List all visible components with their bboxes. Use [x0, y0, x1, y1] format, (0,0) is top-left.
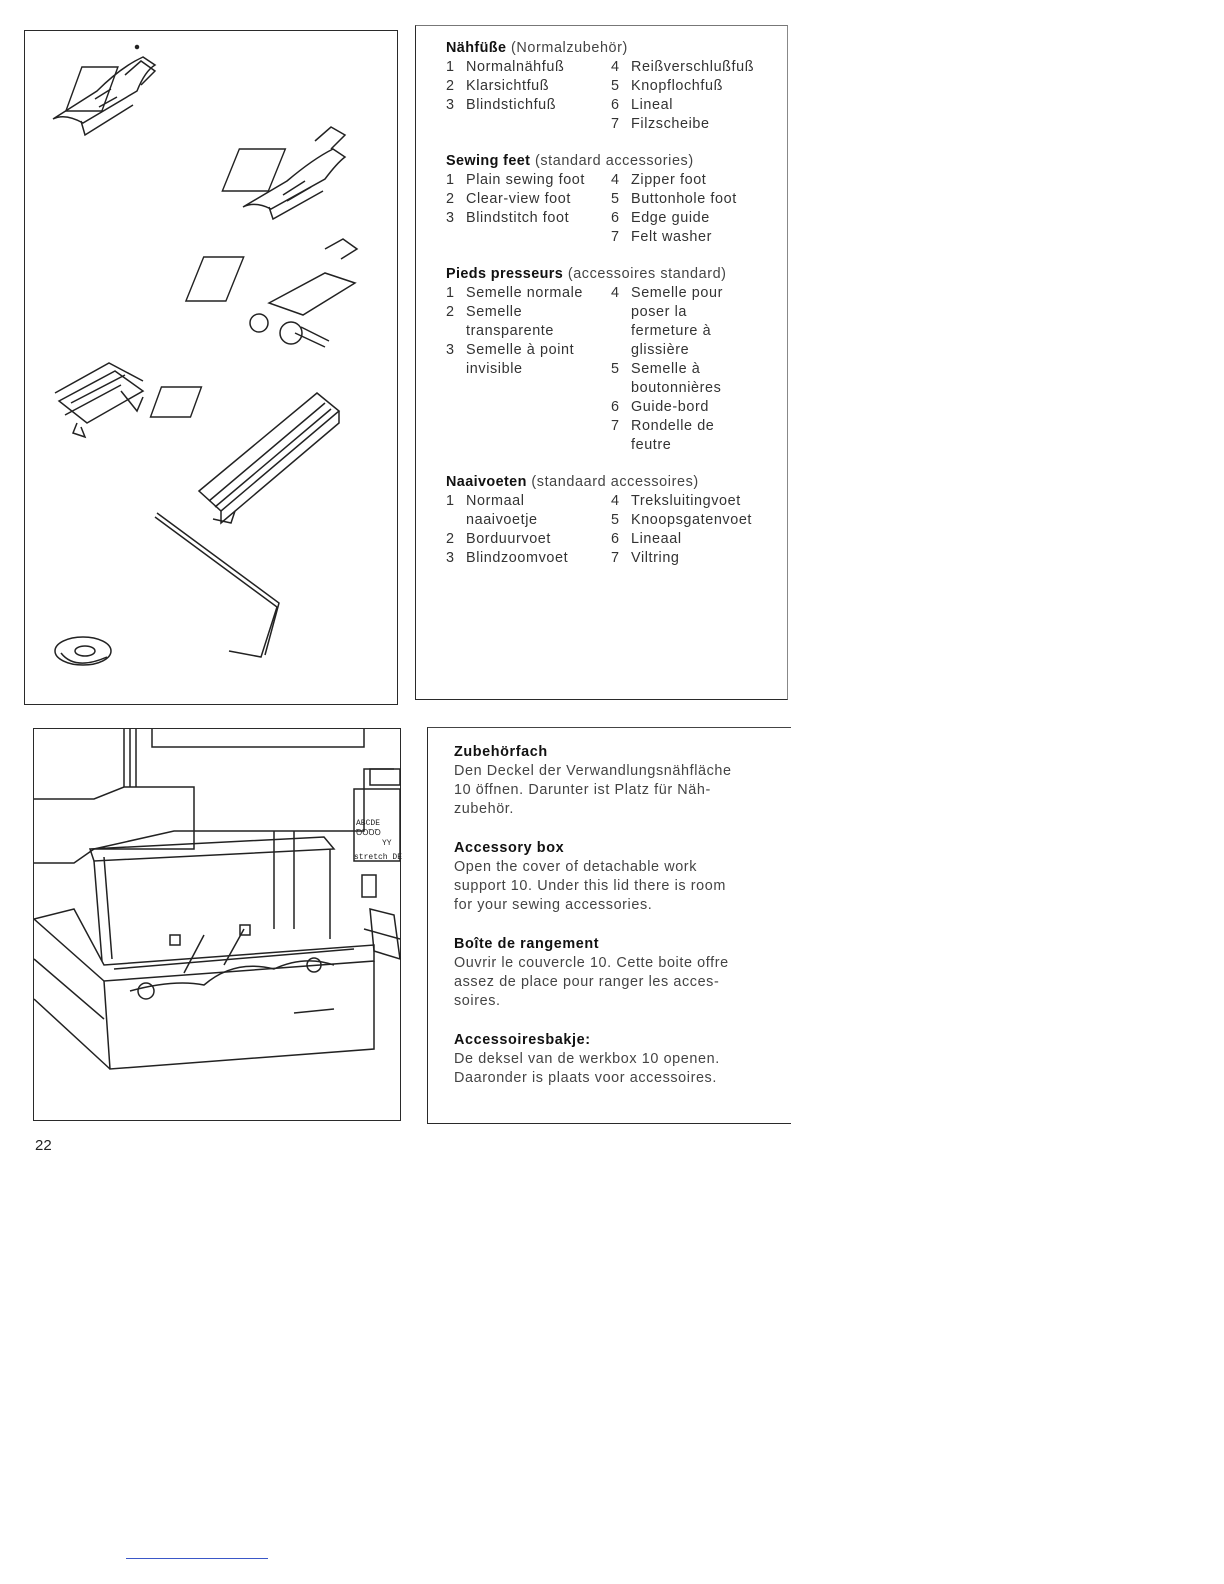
legend-item-number — [446, 511, 466, 530]
legend-item-label: Blindstitch foot — [466, 210, 570, 226]
legend-item-label: Semelle normale — [466, 285, 583, 301]
legend-item-number — [446, 228, 466, 247]
legend-item-label — [466, 379, 611, 398]
info-block-line: Open the cover of detachable work — [454, 859, 697, 875]
legend-item-number: 1 — [446, 172, 455, 188]
legend-row — [446, 58, 779, 77]
legend-item-label: Semelle à — [631, 361, 701, 377]
legend-item-number: 4 — [611, 493, 620, 509]
legend-item — [611, 341, 779, 360]
legend-item-number: 2 — [446, 531, 455, 547]
legend-item-number: 7 — [611, 418, 620, 434]
legend-item — [611, 96, 779, 115]
info-block-line: assez de place pour ranger les acces- — [454, 974, 720, 990]
legend-item-label: Blindzoomvoet — [466, 550, 569, 566]
legend-item-number — [446, 360, 466, 379]
legend-item-label: Filzscheibe — [631, 116, 710, 132]
info — [454, 742, 777, 1107]
accessory-tray-drawing — [34, 909, 374, 1069]
panel-text-3: YY — [382, 839, 392, 848]
legend-item-label: Lineaal — [631, 531, 682, 547]
legend-item — [611, 77, 779, 96]
legend-item-label: naaivoetje — [466, 512, 538, 528]
legend-item-label: fermeture à — [631, 323, 712, 339]
legend-item-label: Viltring — [631, 550, 680, 566]
legend-item-number — [611, 303, 631, 322]
legend-item — [446, 96, 611, 115]
edge-guide-drawing — [155, 513, 279, 657]
legend-item — [446, 549, 611, 568]
info-block-line: Daaronder is plaats voor accessoires. — [454, 1070, 717, 1086]
info-block-title: Accessory box — [454, 840, 565, 856]
legend-item — [611, 436, 779, 455]
legend-section-title: Pieds presseurs — [446, 266, 564, 282]
legend-item-number — [446, 322, 466, 341]
legend-item-number — [446, 379, 466, 398]
legend-section-title: Nähfüße — [446, 40, 507, 56]
legend-item-label: glissière — [631, 342, 690, 358]
legend-item — [611, 228, 779, 247]
legend-item-number — [611, 322, 631, 341]
legend-item — [446, 511, 611, 530]
legend-section-title: Naaivoeten — [446, 474, 527, 490]
legend-item — [446, 171, 611, 190]
legend-section-header — [446, 39, 779, 58]
legend-item-label: Treksluitingvoet — [631, 493, 741, 509]
legend-section — [446, 473, 779, 568]
legend-section — [446, 152, 779, 247]
legend-item-number — [611, 379, 631, 398]
legend-item — [611, 171, 779, 190]
info-block — [454, 934, 777, 1011]
legend-row — [446, 417, 779, 436]
legend-item-number: 4 — [611, 172, 620, 188]
legend-row — [446, 436, 779, 455]
bottom-rule — [126, 1558, 268, 1559]
legend-row — [446, 360, 779, 379]
legend-item — [611, 58, 779, 77]
legend-item — [611, 322, 779, 341]
panel-text-2: ꝹꝹꝹꝹ — [356, 829, 381, 838]
legend-item — [446, 115, 611, 134]
legend-row — [446, 77, 779, 96]
legend-item-number: 7 — [611, 229, 620, 245]
legend-item-label: Semelle — [466, 304, 523, 320]
legend-item-label: Edge guide — [631, 210, 710, 226]
legend-item-label: boutonnières — [631, 380, 722, 396]
page-number: 22 — [35, 1137, 52, 1154]
legend-item-number: 3 — [446, 97, 455, 113]
legend-item-label: Borduurvoet — [466, 531, 551, 547]
info-block-line: zubehör. — [454, 801, 515, 817]
info-block-line: 10 öffnen. Darunter ist Platz für Näh- — [454, 782, 711, 798]
control-panel-text — [354, 819, 402, 862]
legend-section-subtitle: (accessoires standard) — [567, 266, 727, 282]
legend-item-number: 3 — [446, 342, 455, 358]
legend-item-number: 7 — [611, 550, 620, 566]
legend-item-label: poser la — [631, 304, 687, 320]
legend-item — [446, 190, 611, 209]
info-block-line: Den Deckel der Verwandlungsnähfläche — [454, 763, 732, 779]
legend-item-label: invisible — [466, 361, 523, 377]
legend-row — [446, 171, 779, 190]
legend-item — [611, 115, 779, 134]
info-block-line: Ouvrir le couvercle 10. Cette boite offre — [454, 955, 729, 971]
legend-item — [446, 228, 611, 247]
legend-row — [446, 379, 779, 398]
panel-text-1: ABCDE — [356, 819, 381, 828]
legend-item-label: Knoopsgatenvoet — [631, 512, 753, 528]
machine-body-drawing — [34, 729, 400, 959]
legend-item-number: 6 — [611, 97, 620, 113]
legend-item-label: Lineal — [631, 97, 674, 113]
legend-row — [446, 530, 779, 549]
legend-item — [611, 209, 779, 228]
legend-section-subtitle: (standaard accessoires) — [531, 474, 699, 490]
legend-item-label: Buttonhole foot — [631, 191, 737, 207]
open-lid-drawing — [90, 837, 334, 961]
legend-row — [446, 284, 779, 303]
legend-row — [446, 96, 779, 115]
legend-item — [446, 360, 611, 379]
legend-item-label: Normalnähfuß — [466, 59, 565, 75]
info-block-line: De deksel van de werkbox 10 openen. — [454, 1051, 720, 1067]
legend-section — [446, 265, 779, 455]
legend-item-number: 6 — [611, 210, 620, 226]
sewing-feet-legend-box — [415, 25, 788, 700]
info-block-line: soires. — [454, 993, 501, 1009]
legend-item-number: 4 — [611, 285, 620, 301]
accessory-box-illustration — [33, 728, 401, 1121]
zipper-foot-drawing — [55, 363, 143, 437]
legend-row — [446, 190, 779, 209]
panel-text-4: stretch DE — [354, 853, 402, 862]
sewing-feet-illustration — [24, 30, 398, 705]
legend-item-label: Clear-view foot — [466, 191, 571, 207]
info-block — [454, 838, 777, 915]
legend-item — [446, 77, 611, 96]
plain-sewing-foot-drawing — [53, 46, 155, 136]
legend-item-number: 6 — [611, 399, 620, 415]
legend — [446, 39, 779, 586]
legend-row — [446, 115, 779, 134]
legend-item-number — [611, 436, 631, 455]
legend-section-subtitle: (Normalzubehör) — [510, 40, 628, 56]
info-block-title: Boîte de rangement — [454, 936, 600, 952]
legend-section-subtitle: (standard accessories) — [534, 153, 694, 169]
legend-row — [446, 303, 779, 322]
legend-item-label: Normaal — [466, 493, 525, 509]
legend-item — [446, 284, 611, 303]
info-block-line: for your sewing accessories. — [454, 897, 653, 913]
blindstitch-foot-drawing — [186, 239, 357, 347]
legend-item-label — [466, 417, 611, 436]
accessory-box-info-box — [427, 727, 791, 1124]
legend-item-number: 1 — [446, 285, 455, 301]
legend-item-number: 1 — [446, 493, 455, 509]
legend-row — [446, 341, 779, 360]
clear-view-foot-drawing — [222, 127, 345, 219]
legend-row — [446, 549, 779, 568]
info-block-line: support 10. Under this lid there is room — [454, 878, 726, 894]
legend-item — [446, 417, 611, 436]
legend-item-number — [611, 341, 631, 360]
info-block-title: Zubehörfach — [454, 744, 548, 760]
legend-section-header — [446, 265, 779, 284]
legend-item — [446, 58, 611, 77]
info-block — [454, 742, 777, 819]
legend-item-label: Plain sewing foot — [466, 172, 585, 188]
legend-item — [611, 303, 779, 322]
legend-item — [611, 190, 779, 209]
legend-item-label: Knopflochfuß — [631, 78, 723, 94]
legend-item-number: 3 — [446, 550, 455, 566]
legend-item — [611, 492, 779, 511]
legend-item-label: Semelle à point — [466, 342, 575, 358]
legend-item-label: Felt washer — [631, 229, 712, 245]
legend-item-number: 5 — [611, 512, 620, 528]
legend-item-number: 5 — [611, 78, 620, 94]
legend-row — [446, 322, 779, 341]
legend-item-label: Semelle pour — [631, 285, 723, 301]
legend-item-label: Klarsichtfuß — [466, 78, 550, 94]
legend-section-title: Sewing feet — [446, 153, 531, 169]
legend-item-number: 3 — [446, 210, 455, 226]
legend-item — [611, 530, 779, 549]
legend-section — [446, 39, 779, 134]
legend-item — [446, 530, 611, 549]
legend-item-label: Guide-bord — [631, 399, 709, 415]
legend-item-number: 7 — [611, 116, 620, 132]
legend-section-header — [446, 473, 779, 492]
legend-item — [611, 360, 779, 379]
legend-item-number — [446, 417, 466, 436]
legend-item — [446, 322, 611, 341]
legend-row — [446, 511, 779, 530]
legend-item — [611, 284, 779, 303]
legend-item — [611, 379, 779, 398]
legend-item-label: Reißverschlußfuß — [631, 59, 755, 75]
legend-row — [446, 492, 779, 511]
legend-item — [611, 417, 779, 436]
legend-item — [446, 436, 611, 455]
legend-item — [446, 492, 611, 511]
legend-item-label — [466, 228, 611, 247]
legend-item-number: 2 — [446, 191, 455, 207]
legend-item-label: feutre — [631, 437, 672, 453]
legend-item — [611, 549, 779, 568]
legend-item-label: transparente — [466, 323, 554, 339]
buttonhole-foot-drawing — [151, 387, 339, 523]
legend-item-number: 5 — [611, 361, 620, 377]
info-block — [454, 1030, 777, 1088]
legend-item — [446, 379, 611, 398]
legend-item-label — [466, 436, 611, 455]
legend-item — [446, 303, 611, 322]
legend-row — [446, 228, 779, 247]
legend-row — [446, 398, 779, 417]
legend-item-label — [466, 115, 611, 134]
legend-item-label: Rondelle de — [631, 418, 715, 434]
legend-item — [611, 511, 779, 530]
legend-item-number: 6 — [611, 531, 620, 547]
legend-item-number: 4 — [611, 59, 620, 75]
legend-item-number — [446, 398, 466, 417]
legend-item-label: Blindstichfuß — [466, 97, 557, 113]
legend-item-number — [446, 115, 466, 134]
legend-item-number: 5 — [611, 191, 620, 207]
legend-item-number: 2 — [446, 304, 455, 320]
legend-section-header — [446, 152, 779, 171]
legend-item — [446, 341, 611, 360]
legend-item — [446, 398, 611, 417]
legend-item — [446, 209, 611, 228]
legend-item-label — [466, 398, 611, 417]
legend-item-label: Zipper foot — [631, 172, 707, 188]
legend-item-number: 1 — [446, 59, 455, 75]
info-block-title: Accessoiresbakje: — [454, 1032, 591, 1048]
legend-item-number — [446, 436, 466, 455]
legend-item-number: 2 — [446, 78, 455, 94]
felt-washer-drawing — [55, 637, 111, 665]
legend-row — [446, 209, 779, 228]
legend-item — [611, 398, 779, 417]
